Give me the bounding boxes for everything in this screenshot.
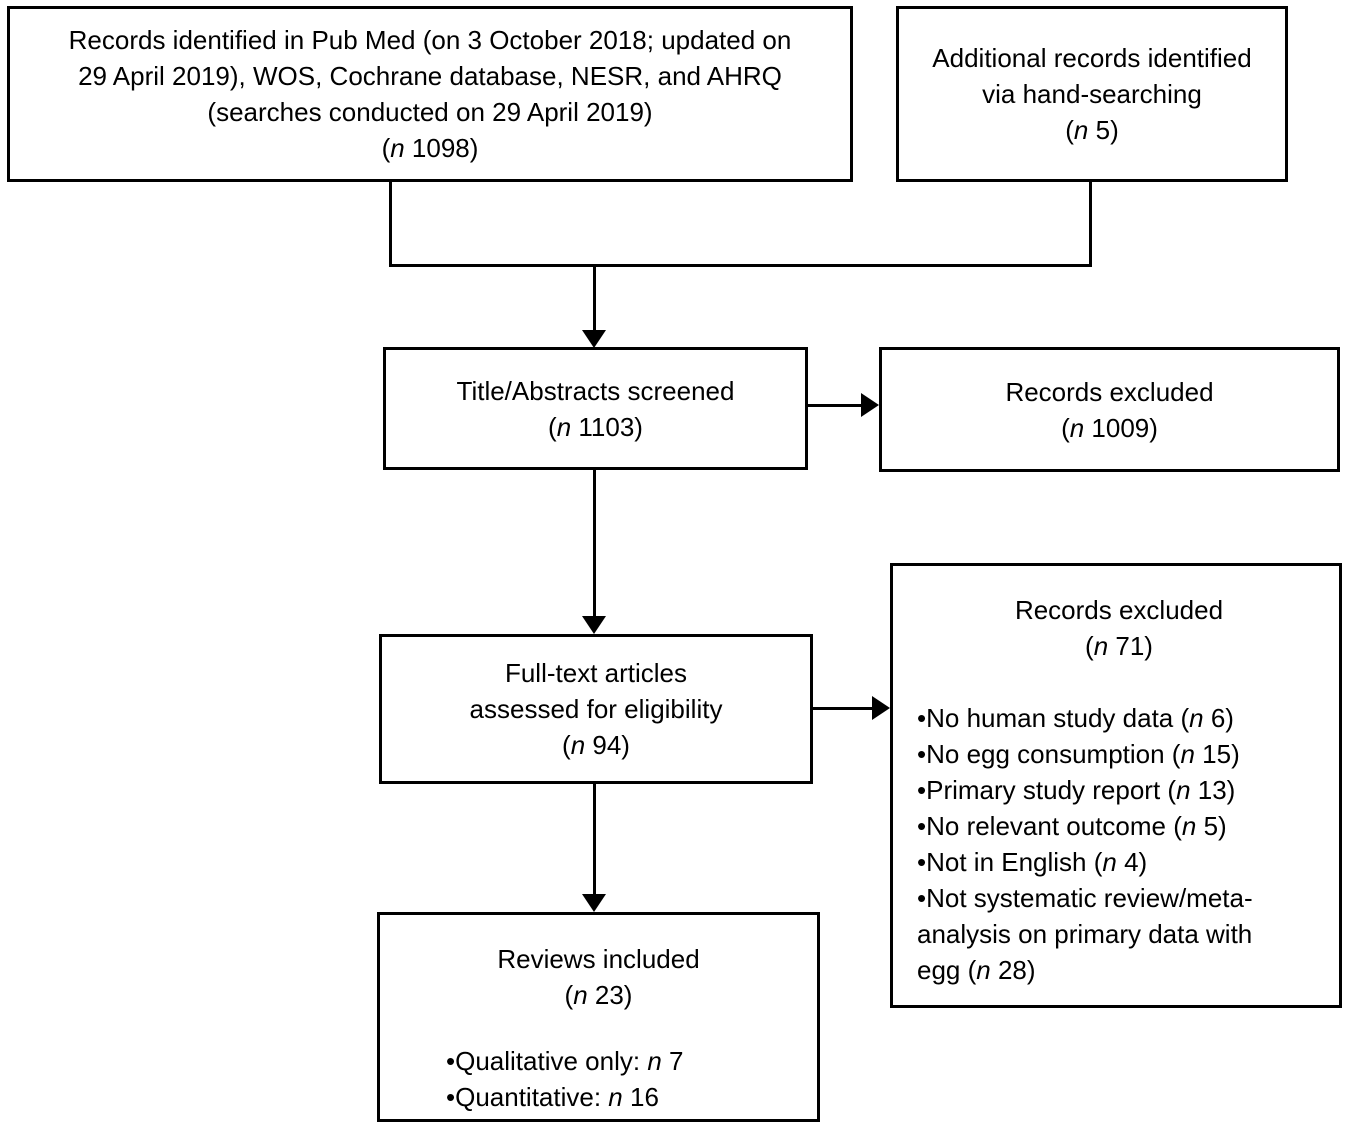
text-segment: •No human study data ( <box>917 703 1190 733</box>
text-line <box>548 409 643 445</box>
italic-n-symbol: n <box>390 133 405 163</box>
text-segment: Full-text articles <box>504 658 688 688</box>
text-line <box>457 373 735 409</box>
text-segment: •Quantitative: <box>446 1082 609 1112</box>
italic-n-symbol: n <box>1189 703 1204 733</box>
text-segment: Reviews included <box>497 944 700 974</box>
excluded-fulltext-reason-list <box>917 700 1321 988</box>
text-line <box>1061 410 1158 446</box>
text-segment: •Qualitative only: <box>446 1046 648 1076</box>
text-line <box>78 58 782 94</box>
text-segment: 94) <box>585 730 630 760</box>
text-segment: Records identified in Pub Med (on 3 October 2018; updated on <box>68 25 792 55</box>
text-line <box>917 772 1321 808</box>
italic-n-symbol: n <box>976 955 991 985</box>
text-segment: Additional records identified <box>932 43 1252 73</box>
text-segment: ( <box>1061 412 1070 443</box>
connector-down-to-screened <box>593 266 596 332</box>
text-segment: 13) <box>1190 775 1236 805</box>
text-line <box>446 1079 807 1115</box>
text-segment: ( <box>564 980 574 1010</box>
text-segment: 16 <box>622 1082 659 1112</box>
italic-n-symbol: n <box>573 980 588 1010</box>
box-additional-records-handsearch <box>896 6 1288 182</box>
italic-n-symbol: n <box>1176 775 1191 805</box>
text-segment: ( <box>1065 115 1074 145</box>
connector-down-to-fulltext <box>593 468 596 618</box>
text-segment: 15) <box>1194 739 1240 769</box>
text-segment: via hand-searching <box>982 79 1202 109</box>
text-segment: Records excluded <box>1014 595 1224 625</box>
text-line <box>446 1043 807 1079</box>
connector-merge-line <box>389 264 1092 267</box>
connector-down-to-included <box>593 782 596 896</box>
excluded-fulltext-heading <box>917 592 1321 664</box>
text-segment: ( <box>562 730 571 760</box>
text-segment: Records excluded <box>1005 376 1214 407</box>
text-line <box>470 691 723 727</box>
text-segment: •Not in English ( <box>917 847 1103 877</box>
text-line <box>917 592 1321 628</box>
text-segment: 29 April 2019), WOS, Cochrane database, NESR, and AHRQ <box>78 61 782 91</box>
text-segment: •No relevant outcome ( <box>917 811 1182 841</box>
text-segment: 1098) <box>404 133 479 163</box>
text-line <box>917 916 1321 952</box>
text-line <box>382 130 479 166</box>
text-segment: •Not systematic review/meta- <box>917 883 1253 913</box>
text-line <box>505 655 687 691</box>
text-line <box>1065 112 1118 148</box>
text-line <box>932 40 1251 76</box>
text-line <box>982 76 1202 112</box>
text-segment: 5) <box>1196 811 1227 841</box>
text-segment: 4) <box>1116 847 1148 877</box>
text-line <box>917 880 1321 916</box>
italic-n-symbol: n <box>556 411 572 442</box>
text-line <box>917 700 1321 736</box>
italic-n-symbol: n <box>1069 412 1085 443</box>
box-records-excluded-fulltext <box>890 563 1342 1008</box>
text-segment: egg ( <box>917 955 977 985</box>
text-segment: ( <box>548 411 557 442</box>
arrowhead-down-icon <box>582 330 606 348</box>
text-segment: 7 <box>661 1046 684 1076</box>
italic-n-symbol: n <box>608 1082 623 1112</box>
text-line <box>207 94 652 130</box>
italic-n-symbol: n <box>1180 739 1195 769</box>
text-line <box>1005 374 1213 410</box>
text-segment: 23) <box>587 980 633 1010</box>
box-reviews-included <box>377 912 820 1122</box>
italic-n-symbol: n <box>1181 811 1197 841</box>
box-title-abstracts-screened <box>383 347 808 470</box>
italic-n-symbol: n <box>1073 115 1089 145</box>
reviews-included-type-list <box>390 1043 807 1115</box>
italic-n-symbol: n <box>1102 847 1117 877</box>
text-line <box>562 727 630 763</box>
connector-stem-right <box>1089 180 1092 267</box>
text-line <box>390 941 807 977</box>
text-line <box>917 844 1321 880</box>
text-segment: 1009) <box>1084 412 1158 443</box>
box-records-identified <box>7 6 853 182</box>
italic-n-symbol: n <box>570 730 586 760</box>
italic-n-symbol: n <box>1093 631 1109 661</box>
reviews-included-heading <box>390 941 807 1013</box>
text-segment: (searches conducted on 29 April 2019) <box>207 97 653 127</box>
text-line <box>917 628 1321 664</box>
text-segment: 28) <box>990 955 1036 985</box>
text-segment: 5) <box>1088 115 1119 145</box>
text-segment: 1103) <box>571 411 643 442</box>
arrowhead-down-icon <box>582 616 606 634</box>
text-segment: •No egg consumption ( <box>917 739 1181 769</box>
text-segment: Title/Abstracts screened <box>456 375 735 406</box>
text-line <box>917 736 1321 772</box>
box-records-excluded-screening <box>879 347 1340 472</box>
arrowhead-right-icon <box>872 696 890 720</box>
box-fulltext-assessed <box>379 634 813 784</box>
text-line <box>69 22 792 58</box>
connector-right-to-excluded-screening <box>806 404 863 407</box>
connector-right-to-excluded-fulltext <box>811 707 873 710</box>
text-segment: analysis on primary data with <box>917 919 1253 949</box>
text-line <box>390 977 807 1013</box>
text-segment: ( <box>381 133 391 163</box>
text-segment: •Primary study report ( <box>917 775 1177 805</box>
arrowhead-down-icon <box>582 894 606 912</box>
text-segment: ( <box>1085 631 1094 661</box>
italic-n-symbol: n <box>647 1046 662 1076</box>
text-segment: 6) <box>1203 703 1234 733</box>
text-line <box>917 808 1321 844</box>
arrowhead-right-icon <box>861 393 879 417</box>
text-segment: 71) <box>1108 631 1153 661</box>
text-segment: assessed for eligibility <box>469 694 723 724</box>
connector-stem-left <box>389 180 392 267</box>
text-line <box>917 952 1321 988</box>
